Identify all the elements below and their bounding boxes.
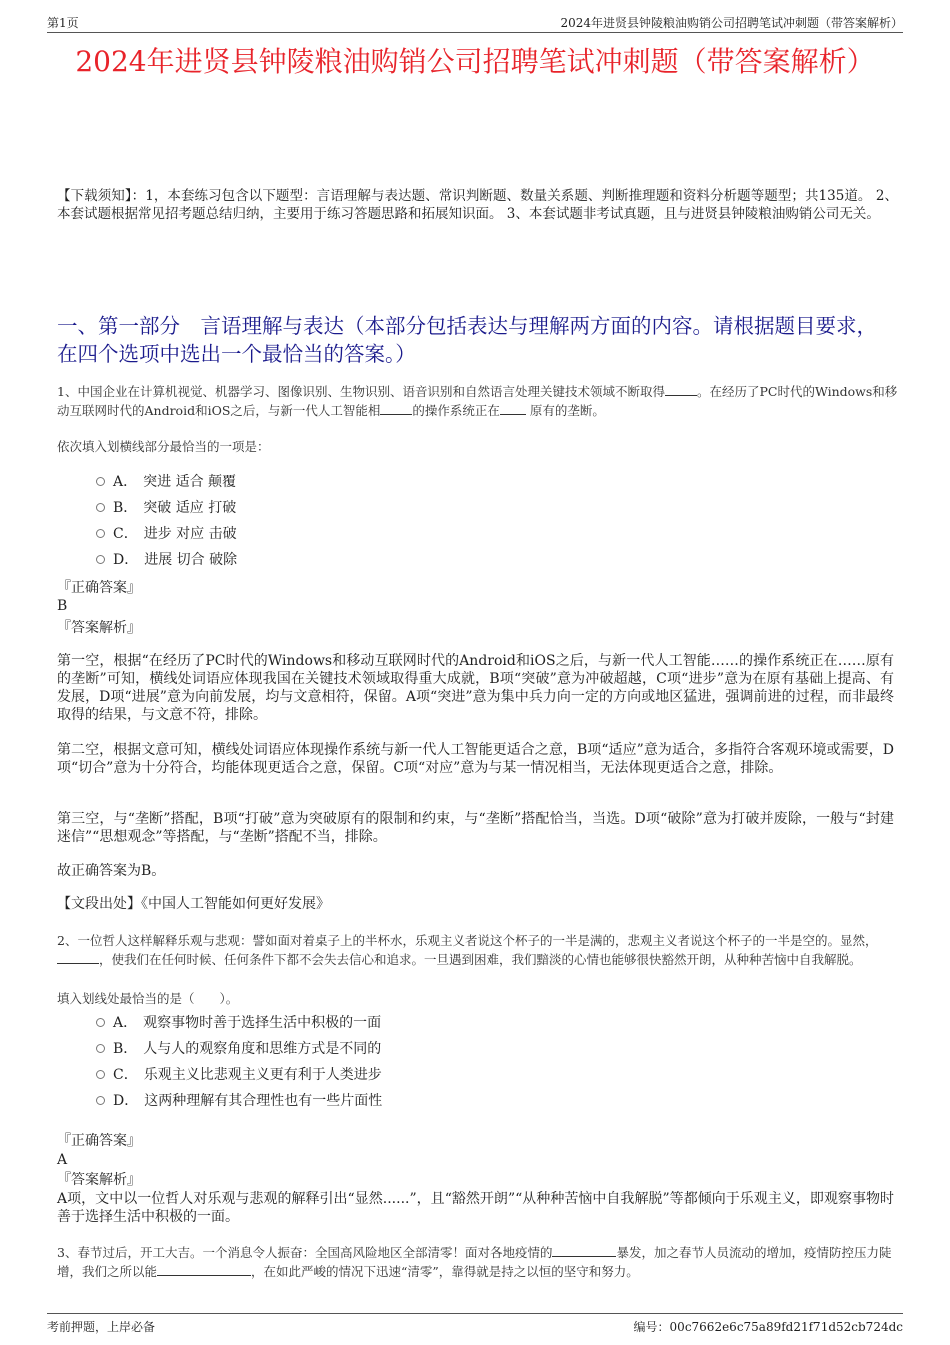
analysis-paragraph: 第二空，根据文意可知，横线处词语应体现操作系统与新一代人工智能更适合之意，B项“适应”意为适合，多指符合客观环境或需要，D项“切合”意为十分符合，均能体现更适合之意，保留。C项“对应”意为与某一情况相当，无法体现更适合之意，排除。	[57, 742, 894, 776]
analysis-label: 『答案解析』	[57, 1172, 141, 1188]
question-3-stem: 3、春节过后，开工大吉。一个消息令人振奋：全国高风险地区全部清零！面对各地疫情的 暴发，加之春节人员流动的增加，疫情防控压力陡增，我们之所以能 ，在如此严峻的情况下迅速“清零”，靠得就是持之以恒的坚守和努力。	[57, 1245, 892, 1279]
fill-blank	[57, 951, 99, 964]
analysis-paragraph: A项，文中以一位哲人对乐观与悲观的解释引出“显然......”，且“豁然开朗”“从种种苦恼中自我解脱”等都倾向于乐观主义，即观察事物时善于选择生活中积极的一面。	[57, 1191, 894, 1225]
option-d[interactable]: D． 这两种理解有其合理性也有一些片面性	[96, 1087, 382, 1113]
section-heading: 一、第一部分 言语理解与表达（本部分包括表达与理解两方面的内容。请根据题目要求，在四个选项中选出一个最恰当的答案。）	[57, 314, 877, 366]
radio-icon[interactable]	[96, 1018, 105, 1027]
fill-blank	[500, 402, 526, 415]
radio-icon[interactable]	[96, 555, 105, 564]
option-d[interactable]: D． 进展 切合 破除	[96, 546, 237, 572]
document-code: 编号：00c7662e6c75a89fd21f71d52cb724dc	[633, 1320, 903, 1334]
analysis-label: 『答案解析』	[57, 620, 141, 636]
radio-icon[interactable]	[96, 477, 105, 486]
question-2-stem: 2、一位哲人这样解释乐观与悲观：譬如面对着桌子上的半杯水，乐观主义者说这个杯子的一半是满的，悲观主义者说这个杯子的一半是空的。显然，，使我们在任何时候、任何条件下都不会失去信心和追求。一旦遇到困难，我们黯淡的心情也能够很快豁然开朗，从种种苦恼中自我解脱。	[57, 933, 878, 967]
answer-value: A	[57, 1152, 68, 1168]
analysis-conclusion: 故正确答案为B。	[57, 863, 166, 879]
page-number: 第1页	[47, 16, 79, 30]
option-c[interactable]: C． 进步 对应 击破	[96, 520, 237, 546]
question-1-options	[96, 468, 237, 572]
question-2-prompt: 填入划线处最恰当的是（ ）。	[57, 991, 239, 1006]
radio-icon[interactable]	[96, 1070, 105, 1079]
download-notice: 【下载须知】：1，本套练习包含以下题型：言语理解与表达题、常识判断题、数量关系题、判断推理题和资料分析题等题型；共135道。 2、本套试题根据常见招考题总结归纳，主要用于练习答题思路和拓展知识面。 3、本套试题非考试真题，且与进贤县钟陵粮油购销公司无关。	[57, 188, 898, 222]
footer-slogan: 考前押题，上岸必备	[47, 1320, 156, 1334]
document-title: 2024年进贤县钟陵粮油购销公司招聘笔试冲刺题（带答案解析）	[75, 45, 875, 78]
radio-icon[interactable]	[96, 1096, 105, 1105]
text-source: 【文段出处】《中国人工智能如何更好发展》	[57, 896, 330, 912]
fill-blank	[552, 1244, 616, 1257]
question-1-stem: 1、中国企业在计算机视觉、机器学习、图像识别、生物识别、语音识别和自然语言处理关键技术领域不断取得 。在经历了PC时代的Windows和移动互联网时代的Android和iOS之后，与新一代人工智能相 的操作系统正在 原有的垄断。	[57, 384, 898, 418]
fill-blank	[665, 383, 697, 396]
radio-icon[interactable]	[96, 503, 105, 512]
analysis-paragraph: 第一空，根据“在经历了PC时代的Windows和移动互联网时代的Android和iOS之后，与新一代人工智能……的操作系统正在……原有的垄断”可知，横线处词语应体现我国在关键技术领域取得重大成就，B项“突破”意为冲破超越，C项“进步”意为在原有基础上提高、有发展，D项“进展”意为向前发展，均与文意相符，保留。A项“突进”意为集中兵力向一定的方向或地区猛进，强调前进的过程，而非最终取得的结果，与文意不符，排除。	[57, 653, 894, 723]
answer-value: B	[57, 598, 68, 614]
question-1-prompt: 依次填入划横线部分最恰当的一项是：	[57, 439, 270, 454]
option-a[interactable]: A． 观察事物时善于选择生活中积极的一面	[96, 1009, 382, 1035]
page-header	[47, 12, 903, 33]
option-c[interactable]: C． 乐观主义比悲观主义更有利于人类进步	[96, 1061, 382, 1087]
answer-label: 『正确答案』	[57, 1133, 141, 1149]
question-2-options	[96, 1009, 382, 1113]
fill-blank	[157, 1263, 251, 1276]
analysis-paragraph: 第三空，与“垄断”搭配，B项“打破”意为突破原有的限制和约束，与“垄断”搭配恰当，当选。D项“破除”意为打破并废除，一般与“封建迷信”“思想观念”等搭配，与“垄断”搭配不当，排除。	[57, 811, 894, 845]
page-footer	[47, 1313, 903, 1336]
answer-label: 『正确答案』	[57, 580, 141, 596]
option-b[interactable]: B． 突破 适应 打破	[96, 494, 237, 520]
fill-blank	[380, 402, 412, 415]
option-a[interactable]: A． 突进 适合 颠覆	[96, 468, 237, 494]
radio-icon[interactable]	[96, 529, 105, 538]
header-doc-title: 2024年进贤县钟陵粮油购销公司招聘笔试冲刺题（带答案解析）	[560, 16, 903, 30]
radio-icon[interactable]	[96, 1044, 105, 1053]
option-b[interactable]: B． 人与人的观察角度和思维方式是不同的	[96, 1035, 382, 1061]
